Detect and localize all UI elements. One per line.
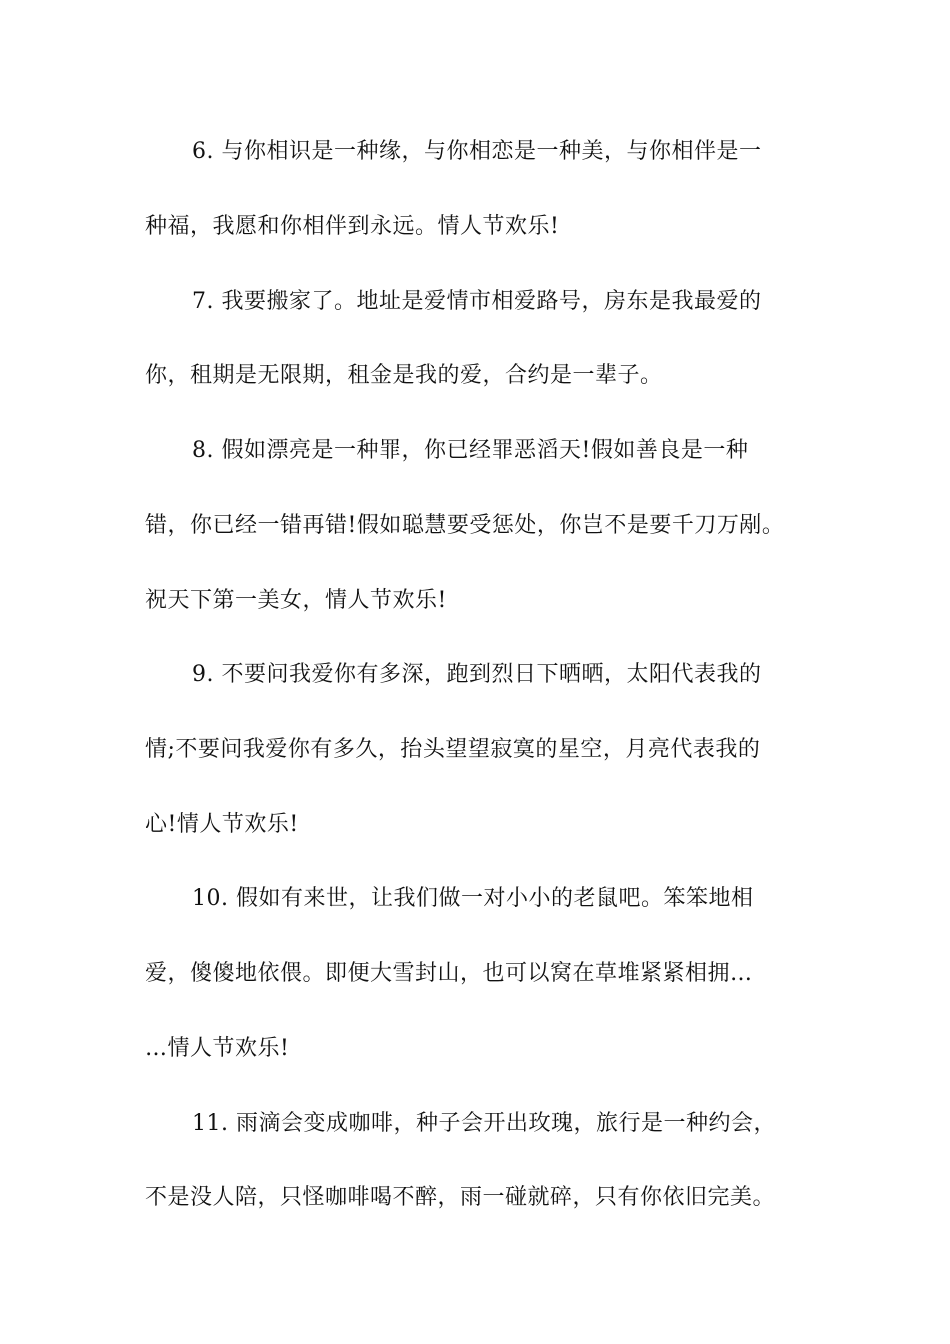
paragraph-7-line-1: 7. 我要搬家了。地址是爱情市相爱路号，房东是我最爱的 bbox=[192, 289, 762, 314]
paragraph-9-line-2: 情;不要问我爱你有多久，抬头望望寂寞的星空，月亮代表我的 bbox=[145, 737, 761, 762]
paragraph-10-line-2: 爱，傻傻地依偎。即便大雪封山，也可以窝在草堆紧紧相拥… bbox=[145, 961, 753, 986]
paragraph-8-line-2: 错，你已经一错再错!假如聪慧要受惩处，你岂不是要千刀万剐。 bbox=[145, 513, 785, 538]
paragraph-10-line-3: …情人节欢乐! bbox=[145, 1036, 290, 1061]
paragraph-11-line-1: 11. 雨滴会变成咖啡，种子会开出玫瑰，旅行是一种约会， bbox=[192, 1111, 776, 1136]
paragraph-6-line-2: 种福，我愿和你相伴到永远。情人节欢乐! bbox=[145, 214, 560, 239]
paragraph-10-line-1: 10. 假如有来世，让我们做一对小小的老鼠吧。笨笨地相 bbox=[192, 886, 754, 911]
paragraph-6-line-1: 6. 与你相识是一种缘，与你相恋是一种美，与你相伴是一 bbox=[192, 139, 762, 164]
paragraph-7-line-2: 你，租期是无限期，租金是我的爱，合约是一辈子。 bbox=[145, 363, 663, 388]
paragraph-11-line-2: 不是没人陪，只怪咖啡喝不醉，雨一碰就碎，只有你依旧完美。 bbox=[145, 1185, 776, 1210]
paragraph-9-line-3: 心!情人节欢乐! bbox=[145, 812, 299, 837]
paragraph-8-line-3: 祝天下第一美女，情人节欢乐! bbox=[145, 588, 447, 613]
paragraph-8-line-1: 8. 假如漂亮是一种罪，你已经罪恶滔天!假如善良是一种 bbox=[192, 438, 749, 463]
paragraph-9-line-1: 9. 不要问我爱你有多深，跑到烈日下晒晒，太阳代表我的 bbox=[192, 662, 762, 687]
